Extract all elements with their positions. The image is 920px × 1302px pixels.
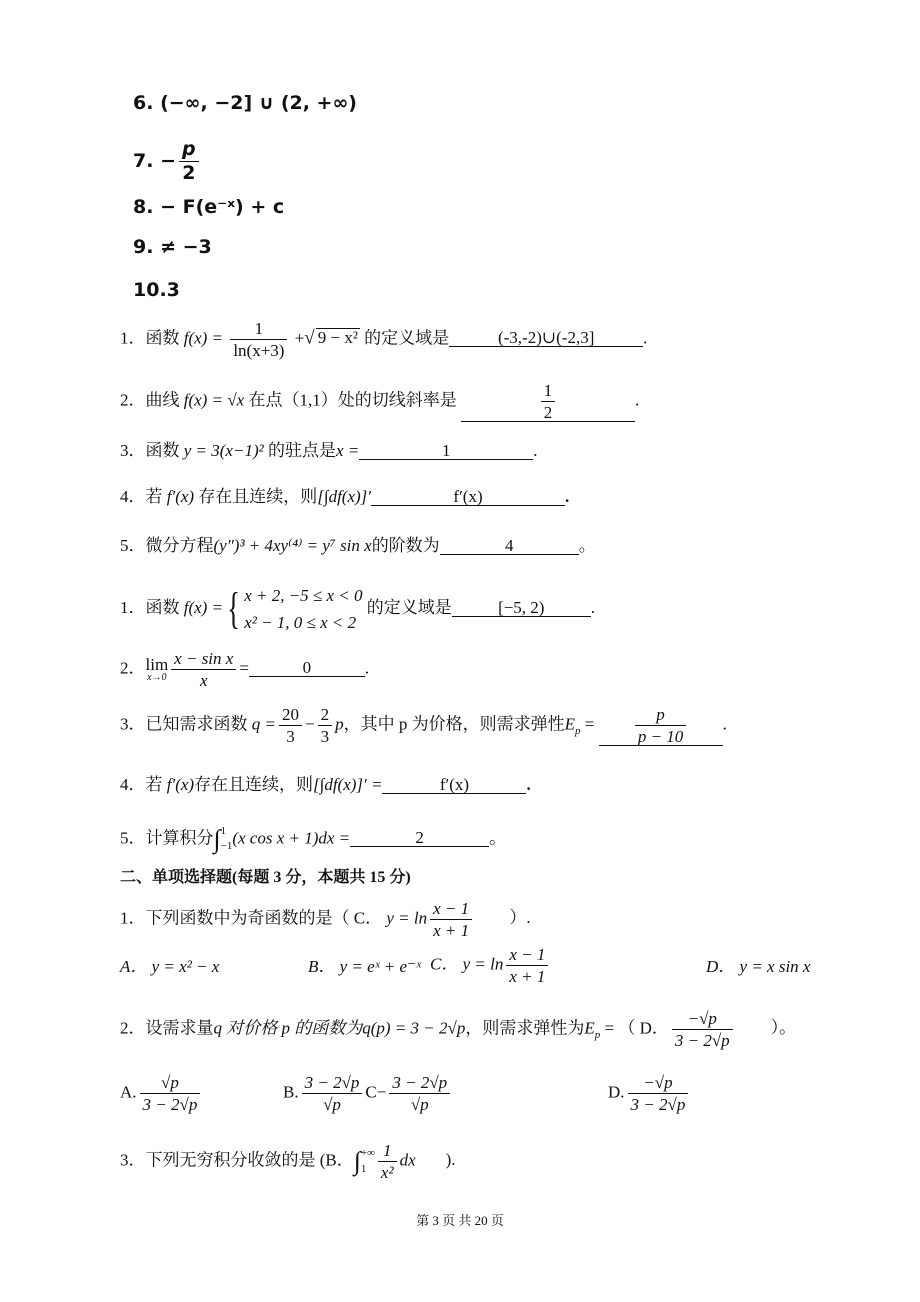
answer-blank: 2 xyxy=(350,829,489,847)
answer-9: 9. ≠ −3 xyxy=(133,236,212,258)
answer-7: 7. − $\frac{p}{2}$ xyxy=(133,140,202,183)
answer-blank: f′(x) xyxy=(382,776,526,794)
answer-blank: f′(x) xyxy=(371,488,565,506)
mc-question-3: 3．下列无穷积分收敛的是 (B．∫ +∞ 1 $\frac{1}{\text{x²}}$ dx ). xyxy=(120,1141,456,1182)
b2-question-1: 1．函数 f(x) ={ x + 2, −5 ≤ x < 0 x² − 1, 0 ≤ x < 2 的定义域是 [−5, 2) . xyxy=(120,584,596,634)
mc-q1-option-c: C． y = ln $\frac{x - 1}{x + 1}$ xyxy=(430,946,551,985)
b2-question-3: 3．已知需求函数 q = $\frac{20}{3}$ − $\frac{2}{3}$ p，其中 p 为价格，则需求弹性$E_p$ = $\frac{p}{p - 10}$ . xyxy=(120,705,727,746)
b1-question-4: 4．若 f′(x) 存在且连续，则[∫df(x)]′ f′(x) . xyxy=(120,487,570,506)
b1-question-2: 2．曲线 f(x) = √x 在点（1,1）处的切线斜率是 $\frac{1}{2}$ . xyxy=(120,381,640,422)
answer-blank: $\frac{1}{2}$ xyxy=(461,382,635,422)
b1-question-3: 3．函数 y = 3(x−1)² 的驻点是x = 1 . xyxy=(120,441,538,460)
answer-blank: 0 xyxy=(249,659,365,677)
mc-q1-option-a: A． y = x² − x xyxy=(120,957,220,976)
mc-q2-option-a: A. $\frac{√p}{3 - 2√p}$ xyxy=(120,1074,203,1113)
answer-blank: [−5, 2) xyxy=(452,599,591,617)
b1-question-1: 1．函数 f(x) = $\frac{1}{\ln(x+3)}$ +√ 9 − x² 的定义域是 (-3,-2)∪(-2,3] . xyxy=(120,319,648,360)
answer-10: 10.3 xyxy=(133,279,180,301)
answer-blank: 1 xyxy=(359,442,533,460)
answer-blank: $\frac{p}{p - 10}$ xyxy=(599,706,723,746)
b1-question-5: 5．微分方程(y″)³ + 4xy⁽⁴⁾ = y⁷ sin x的阶数为 4 。 xyxy=(120,536,596,555)
mc-question-1: 1．下列函数中为奇函数的是（ C． y = ln $\frac{x - 1}{x + 1}$ ）. xyxy=(120,899,531,940)
b2-question-5: 5．计算积分∫ 1 −1 (x cos x + 1)dx = 2 。 xyxy=(120,824,507,854)
mc-question-2: 2．设需求量q 对价格 p 的函数为q(p) = 3 − 2√p，则需求弹性为$E_p$ = （ D． $\frac{-√p}{3 - 2√p}$ ）。 xyxy=(120,1009,797,1050)
mc-q2-option-b: B. $\frac{3 - 2√p}{√p}$ C− $\frac{3 - 2√p}{√p}$ xyxy=(283,1074,453,1113)
section-title: 二、单项选择题(每题 3 分，本题共 15 分) xyxy=(120,869,411,886)
b2-question-2: 2．lim x→0 $\frac{\text{x − sin x}}{x}$ = 0 . xyxy=(120,649,370,690)
b2-question-4: 4．若 f′(x)存在且连续，则[∫df(x)]′ = f′(x) . xyxy=(120,775,531,794)
answer-8: 8. − F(e⁻ˣ) + c xyxy=(133,196,285,218)
answer-blank: 4 xyxy=(440,537,579,555)
mc-q2-option-d: D. $\frac{-√p}{3 - 2√p}$ xyxy=(608,1074,691,1113)
answer-blank: (-3,-2)∪(-2,3] xyxy=(449,329,643,347)
mc-q1-option-b: B． y = eˣ + e⁻ˣ xyxy=(308,957,421,976)
page-footer: 第 3 页 共 20 页 xyxy=(416,1213,504,1228)
answer-6: 6. (−∞, −2] ∪ (2, +∞) xyxy=(133,92,357,114)
mc-q1-option-d: D． y = x sin x xyxy=(706,957,811,976)
